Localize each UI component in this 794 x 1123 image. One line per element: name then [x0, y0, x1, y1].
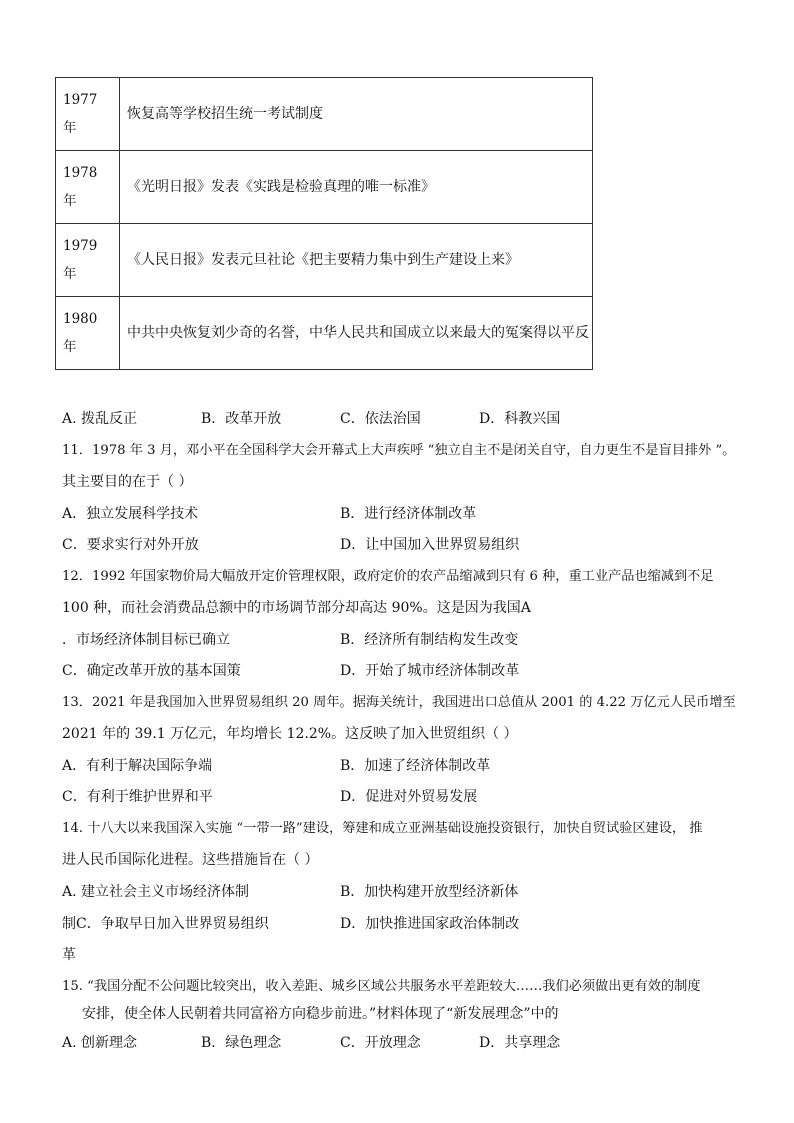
q14-option-b[interactable]: B．加快构建开放型经济新体	[340, 884, 519, 900]
year-unit: 年	[63, 120, 77, 136]
q13-stem-line1: 13．2021 年是我国加入世界贸易组织 20 周年。据海关统计，我国进出口总值从 2001 的 4.22 万亿元人民币增至	[62, 695, 736, 710]
q14-stem-line1: 14. 十八大以来我国深入实施 “一带一路”建设，筹建和成立亚洲基础设施投资银行，加快自贸试验区建设， 推	[62, 821, 703, 836]
year-cell	[56, 78, 120, 151]
q13-stem-line2: 2021 年的 39.1 万亿元，年均增长 12.2%。这反映了加入世贸组织（ ）	[62, 726, 518, 742]
q14-option-continuation: 革	[62, 947, 76, 963]
year-cell	[56, 297, 120, 370]
q15-stem-line2: 安排，使全体人民朝着共同富裕方向稳步前进。”材料体现了“新发展理念”中的	[82, 1006, 559, 1022]
year-unit: 年	[63, 193, 77, 209]
q13-option-b[interactable]: B．加速了经济体制改革	[340, 758, 491, 774]
q12-option-a[interactable]: ．市场经济体制目标已确立	[62, 632, 230, 648]
year-number: 1978	[63, 165, 98, 181]
table-row	[56, 297, 593, 370]
q12-stem-line1: 12．1992 年国家物价局大幅放开定价管理权限，政府定价的农产品缩减到只有 6 种，重工业产品也缩减到不足	[62, 569, 714, 584]
q10-option-b[interactable]: B．改革开放	[201, 411, 282, 427]
q15-option-a[interactable]: A. 创新理念	[62, 1035, 138, 1051]
q10-option-d[interactable]: D．科教兴国	[479, 411, 561, 427]
event-cell: 《人民日报》发表元旦社论《把主要精力集中到生产建设上来》	[120, 224, 593, 297]
year-unit: 年	[63, 339, 77, 355]
q11-option-a[interactable]: A．独立发展科学技术	[62, 506, 199, 522]
year-cell	[56, 224, 120, 297]
q13-option-a[interactable]: A．有利于解决国际争端	[62, 758, 213, 774]
year-number: 1980	[63, 311, 98, 327]
q10-option-c[interactable]: C．依法治国	[340, 411, 421, 427]
event-cell: 中共中央恢复刘少奇的名誉，中华人民共和国成立以来最大的冤案得以平反	[120, 297, 593, 370]
q12-option-c[interactable]: C．确定改革开放的基本国策	[62, 663, 241, 679]
q14-option-a[interactable]: A. 建立社会主义市场经济体制	[62, 884, 250, 900]
q11-stem-line2: 其主要目的在于（ ）	[62, 474, 193, 490]
q15-stem-line1: 15. “我国分配不公问题比较突出，收入差距、城乡区域公共服务水平差距较大……我们必须做出更有效的制度	[62, 979, 701, 994]
q15-option-b[interactable]: B．绿色理念	[201, 1035, 282, 1051]
q12-option-b[interactable]: B．经济所有制结构发生改变	[340, 632, 519, 648]
q12-stem-line2: 100 种，而社会消费品总额中的市场调节部分却高达 90%。这是因为我国A	[62, 600, 531, 616]
q13-option-c[interactable]: C．有利于维护世界和平	[62, 789, 213, 805]
table-row	[56, 78, 593, 151]
q15-option-c[interactable]: C．开放理念	[340, 1035, 421, 1051]
q11-option-d[interactable]: D．让中国加入世界贸易组织	[340, 537, 520, 553]
q13-option-d[interactable]: D．促进对外贸易发展	[340, 789, 478, 805]
q14-option-d[interactable]: D．加快推进国家政治体制改	[340, 916, 520, 932]
events-table	[55, 77, 593, 370]
q11-option-c[interactable]: C．要求实行对外开放	[62, 537, 199, 553]
q11-option-b[interactable]: B．进行经济体制改革	[340, 506, 477, 522]
table-row	[56, 224, 593, 297]
event-cell: 《光明日报》发表《实践是检验真理的唯一标准》	[120, 151, 593, 224]
q12-option-d[interactable]: D．开始了城市经济体制改革	[340, 663, 520, 679]
table-row	[56, 151, 593, 224]
year-unit: 年	[63, 266, 77, 282]
q10-option-a[interactable]: A. 拨乱反正	[62, 411, 138, 427]
year-number: 1979	[63, 238, 98, 254]
year-number: 1977	[63, 92, 98, 108]
q14-option-c[interactable]: 制C．争取早日加入世界贸易组织	[62, 916, 269, 932]
q14-stem-line2: 进人民币国际化进程。这些措施旨在（ ）	[62, 852, 319, 868]
q11-stem-line1: 11．1978 年 3 月，邓小平在全国科学大会开幕式上大声疾呼 “独立自主不是闭关自守，自力更生不是盲目排外 ”。	[62, 443, 736, 458]
q15-option-d[interactable]: D．共享理念	[479, 1035, 561, 1051]
event-cell: 恢复高等学校招生统一考试制度	[120, 78, 593, 151]
year-cell	[56, 151, 120, 224]
